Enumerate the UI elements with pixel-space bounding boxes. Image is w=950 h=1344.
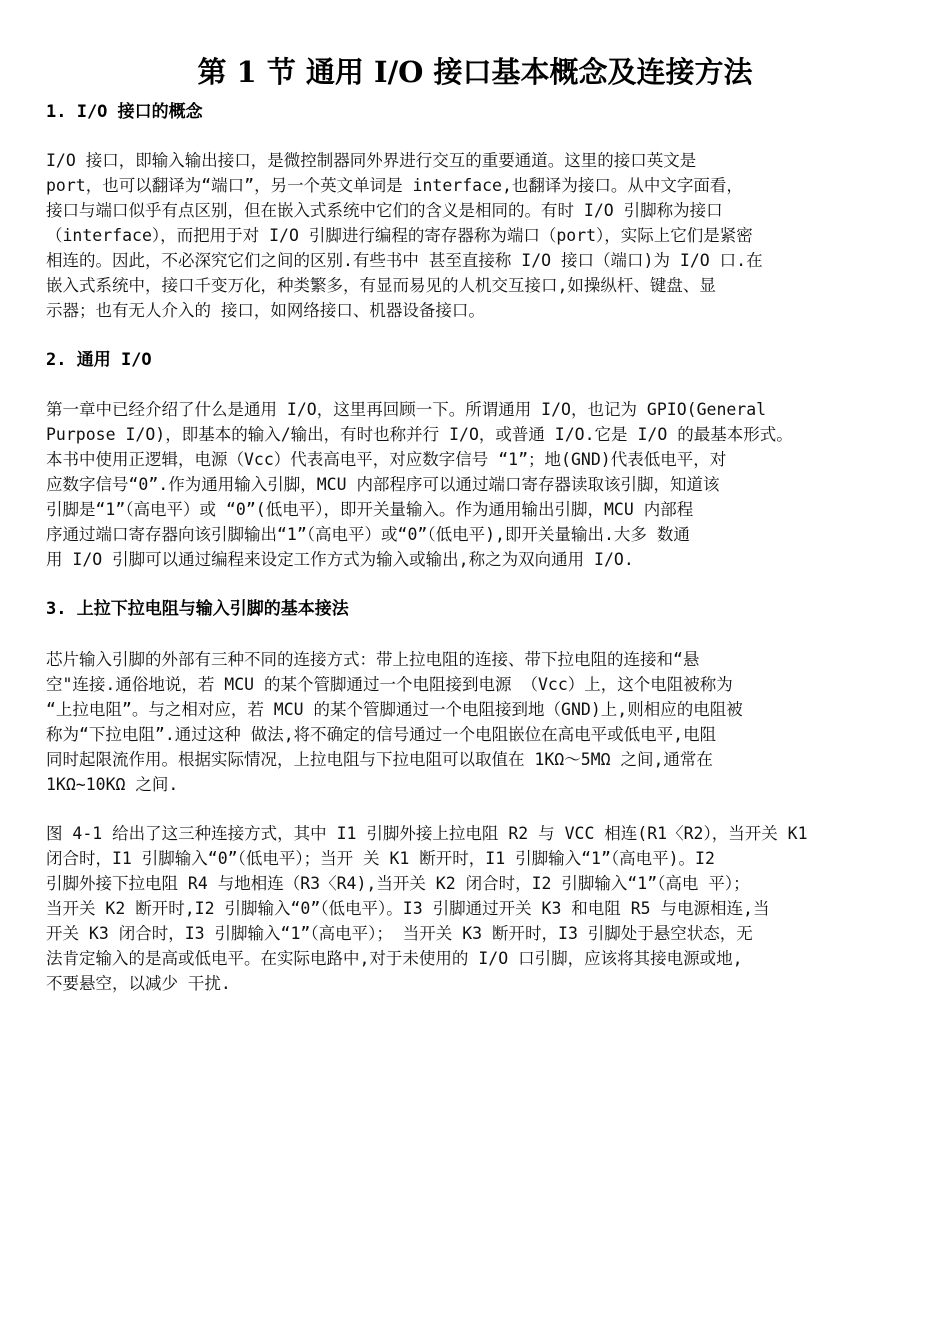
text-line: 本书中使用正逻辑，电源（Vcc）代表高电平，对应数字信号 “1”；地(GND)代表低电平，对 bbox=[46, 450, 727, 469]
text-line: 引脚外接下拉电阻 R4 与地相连（R3〈R4),当开关 K2 闭合时，I2 引脚输入“1”（高电 平）； bbox=[46, 874, 750, 893]
text-line: 法肯定输入的是高或低电平。在实际电路中,对于未使用的 I/O 口引脚，应该将其接电源或地, bbox=[46, 949, 743, 968]
text-line: 空"连接.通俗地说，若 MCU 的某个管脚通过一个电阻接到电源 （Vcc）上，这个电阻被称为 bbox=[46, 675, 733, 694]
text-line: 不要悬空，以减少 干扰. bbox=[46, 974, 231, 993]
text-line: 接口与端口似乎有点区别，但在嵌入式系统中它们的含义是相同的。有时 I/O 引脚称为接口 bbox=[46, 201, 723, 220]
paragraph-general-io bbox=[46, 397, 908, 572]
text-line: （interface），而把用于对 I/O 引脚进行编程的寄存器称为端口（port），实际上它们是紧密 bbox=[46, 226, 753, 245]
text-line: 应数字信号“0”.作为通用输入引脚，MCU 内部程序可以通过端口寄存器读取该引脚，知道该 bbox=[46, 475, 720, 494]
text-line: 同时起限流作用。根据实际情况，上拉电阻与下拉电阻可以取值在 1KΩ～5MΩ 之间,通常在 bbox=[46, 750, 713, 769]
section-heading-pull-resistors: 3. 上拉下拉电阻与输入引脚的基本接法 bbox=[46, 599, 349, 619]
paragraph-io-interface bbox=[46, 148, 908, 323]
text-line: 用 I/O 引脚可以通过编程来设定工作方式为输入或输出,称之为双向通用 I/O. bbox=[46, 550, 634, 569]
text-line: 第一章中已经介绍了什么是通用 I/O，这里再回顾一下。所谓通用 I/O，也记为 GPIO(General bbox=[46, 400, 767, 419]
text-line: 当开关 K2 断开时,I2 引脚输入“0”（低电平）。I3 引脚通过开关 K3 和电阻 R5 与电源相连,当 bbox=[46, 899, 770, 918]
text-line: 称为“下拉电阻”.通过这种 做法,将不确定的信号通过一个电阻嵌位在高电平或低电平,电阻 bbox=[46, 725, 717, 744]
text-line: 芯片输入引脚的外部有三种不同的连接方式：带上拉电阻的连接、带下拉电阻的连接和“悬 bbox=[46, 650, 700, 669]
text-line: 图 4-1 给出了这三种连接方式，其中 I1 引脚外接上拉电阻 R2 与 VCC 相连(R1〈R2），当开关 K1 bbox=[46, 824, 808, 843]
text-line: Purpose I/O)，即基本的输入/输出，有时也称并行 I/O，或普通 I/O.它是 I/O 的最基本形式。 bbox=[46, 425, 793, 444]
text-line: 开关 K3 闭合时，I3 引脚输入“1”（高电平）； 当开关 K3 断开时，I3 引脚处于悬空状态，无 bbox=[46, 924, 753, 943]
text-line: 引脚是“1”（高电平）或 “0”(低电平），即开关量输入。作为通用输出引脚，MCU 内部程 bbox=[46, 500, 694, 519]
page-title: 第 1 节 通用 I/O 接口基本概念及连接方法 bbox=[197, 55, 753, 89]
text-line: 相连的。因此，不必深究它们之间的区别.有些书中 甚至直接称 I/O 接口（端口)为 I/O 口.在 bbox=[46, 251, 763, 270]
text-line: 序通过端口寄存器向该引脚输出“1”（高电平）或“0”（低电平),即开关量输出.大多 数通 bbox=[46, 525, 690, 544]
section-heading-io-interface: 1. I/O 接口的概念 bbox=[46, 102, 203, 122]
text-line: 闭合时，I1 引脚输入“0”（低电平）；当开 关 K1 断开时，I1 引脚输入“1”（高电平)。I2 bbox=[46, 849, 715, 868]
text-line: “上拉电阻”。与之相对应，若 MCU 的某个管脚通过一个电阻接到地（GND)上,则相应的电阻被 bbox=[46, 700, 743, 719]
text-line: port，也可以翻译为“端口”，另一个英文单词是 interface,也翻译为接口。从中文字面看， bbox=[46, 176, 743, 195]
text-line: 1KΩ~10KΩ 之间. bbox=[46, 775, 179, 794]
section-heading-general-io: 2. 通用 I/O bbox=[46, 350, 152, 370]
text-line: I/O 接口，即输入输出接口，是微控制器同外界进行交互的重要通道。这里的接口英文是 bbox=[46, 151, 697, 170]
text-line: 嵌入式系统中，接口千变万化，种类繁多，有显而易见的人机交互接口,如操纵杆、键盘、显 bbox=[46, 276, 716, 295]
paragraph-figure-description bbox=[46, 821, 908, 996]
paragraph-pull-resistors bbox=[46, 647, 908, 797]
text-line: 示器；也有无人介入的 接口，如网络接口、机器设备接口。 bbox=[46, 301, 485, 320]
